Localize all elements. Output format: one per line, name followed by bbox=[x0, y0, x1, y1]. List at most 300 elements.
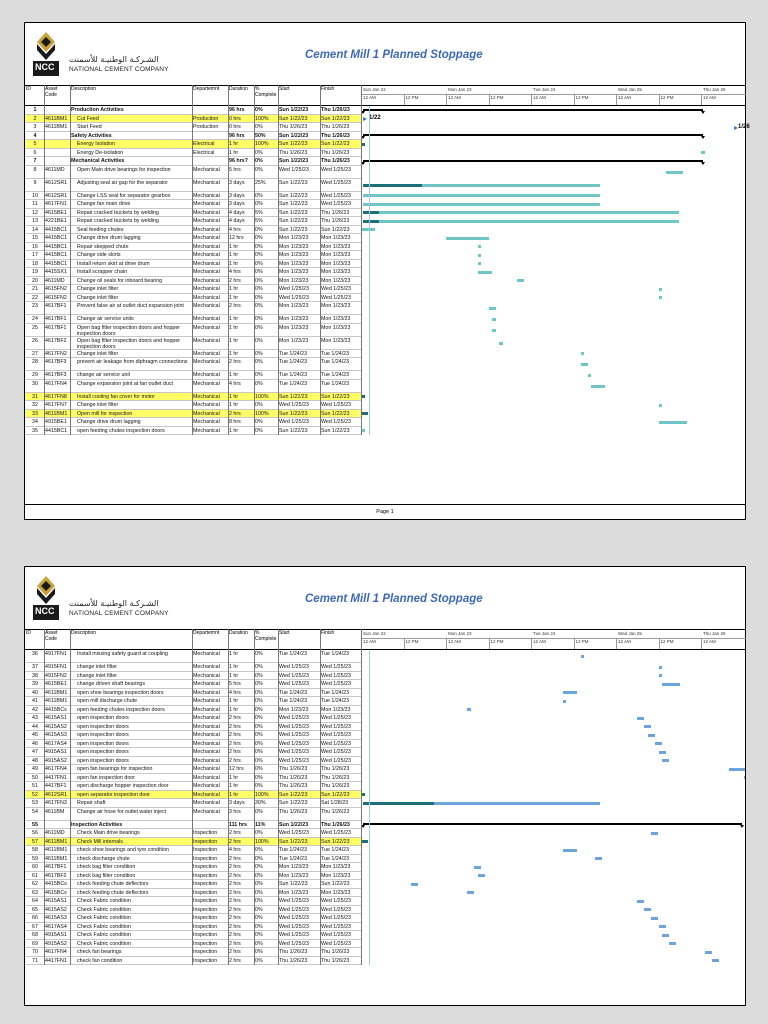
cell-id: 12 bbox=[32, 209, 38, 216]
task-bar[interactable] bbox=[637, 717, 644, 720]
table-row[interactable] bbox=[25, 243, 361, 252]
table-row[interactable] bbox=[25, 931, 361, 940]
timeline-tick bbox=[659, 94, 660, 105]
cell-duration: 0 hrs bbox=[229, 124, 241, 130]
table-row[interactable] bbox=[25, 782, 361, 791]
cell-finish: Thu 1/26/23 bbox=[321, 783, 350, 789]
table-row[interactable] bbox=[25, 251, 361, 260]
cell-duration: 2 hrs bbox=[229, 898, 241, 904]
cell-id: 22 bbox=[32, 294, 38, 301]
cell-description: Check Fabric condition bbox=[77, 898, 131, 904]
cell-description: change air service unit bbox=[77, 372, 130, 378]
table-row[interactable] bbox=[25, 217, 361, 226]
table-row[interactable] bbox=[25, 740, 361, 749]
cell-percent-complete: 30% bbox=[255, 800, 266, 806]
task-bar[interactable] bbox=[361, 840, 368, 843]
table-row[interactable] bbox=[25, 277, 361, 286]
company-name-english: NATIONAL CEMENT COMPANY bbox=[69, 610, 169, 617]
cell-department: Mechanical bbox=[193, 410, 220, 417]
task-bar[interactable] bbox=[492, 318, 496, 321]
table-row[interactable] bbox=[25, 957, 361, 966]
task-bar[interactable] bbox=[662, 934, 669, 937]
task-bar[interactable] bbox=[712, 959, 719, 962]
timeline-tick bbox=[531, 638, 532, 649]
cell-description: check bag filter condition bbox=[77, 872, 136, 879]
cell-description: Start Feed bbox=[77, 124, 102, 130]
table-row[interactable] bbox=[25, 337, 361, 350]
task-bar[interactable] bbox=[517, 279, 524, 282]
cell-finish: Thu 1/26/23 bbox=[321, 158, 350, 164]
table-row[interactable] bbox=[25, 358, 361, 371]
cell-start: Wed 1/25/23 bbox=[279, 932, 309, 938]
table-row[interactable] bbox=[25, 410, 361, 419]
cell-percent-complete: 0% bbox=[255, 372, 263, 378]
timeline-tick bbox=[616, 94, 617, 105]
cell-description: Check Main drive bearings bbox=[77, 830, 140, 836]
table-row[interactable] bbox=[25, 940, 361, 949]
cell-department: Mechanical bbox=[193, 791, 220, 798]
cell-asset: 4415BCs bbox=[45, 881, 67, 887]
cell-start: Tue 1/24/23 bbox=[279, 689, 308, 696]
task-bar[interactable] bbox=[363, 194, 600, 197]
task-bar[interactable] bbox=[659, 925, 666, 928]
cell-department: Mechanical bbox=[193, 689, 220, 696]
cell-id: 44 bbox=[32, 723, 38, 730]
cell-duration: 2 hrs bbox=[229, 277, 241, 284]
task-bar[interactable] bbox=[563, 691, 577, 694]
cell-percent-complete: 100% bbox=[255, 838, 269, 845]
table-row[interactable] bbox=[25, 880, 361, 889]
cell-finish: Thu 1/26/23 bbox=[321, 766, 350, 772]
status-date-line bbox=[369, 650, 370, 965]
cell-percent-complete: 0% bbox=[255, 269, 263, 275]
task-bar[interactable] bbox=[662, 759, 669, 762]
table-row[interactable] bbox=[25, 149, 361, 158]
table-row[interactable] bbox=[25, 157, 361, 166]
cell-department: Mechanical bbox=[193, 672, 220, 679]
table-row[interactable] bbox=[25, 192, 361, 201]
cell-finish: Mon 1/23/23 bbox=[321, 872, 351, 879]
cell-start: Sun 1/22/23 bbox=[279, 791, 308, 798]
cell-department: Mechanical bbox=[193, 427, 220, 434]
cell-finish: Mon 1/23/23 bbox=[321, 243, 351, 250]
cell-id: 40 bbox=[32, 689, 38, 696]
task-progress-fill bbox=[361, 840, 368, 843]
table-row[interactable] bbox=[25, 821, 361, 830]
task-bar[interactable] bbox=[669, 942, 676, 945]
task-bar[interactable] bbox=[648, 734, 655, 737]
table-row[interactable] bbox=[25, 260, 361, 269]
table-row[interactable] bbox=[25, 757, 361, 766]
table-row[interactable] bbox=[25, 799, 361, 808]
col-asset: Asset Code bbox=[45, 630, 58, 642]
task-bar[interactable] bbox=[581, 352, 585, 355]
cell-id: 54 bbox=[32, 808, 38, 815]
timeline-header bbox=[361, 629, 746, 649]
table-row[interactable] bbox=[25, 906, 361, 915]
task-bar[interactable] bbox=[563, 700, 567, 703]
cell-finish: Thu 1/26/23 bbox=[321, 808, 350, 815]
table-row[interactable] bbox=[25, 680, 361, 689]
cell-start: Tue 1/24/23 bbox=[279, 380, 308, 387]
task-bar[interactable] bbox=[659, 421, 687, 424]
timeline-tick-label: 12 PM bbox=[660, 639, 674, 644]
table-row[interactable] bbox=[25, 350, 361, 359]
cell-duration: 3 days bbox=[229, 179, 245, 186]
cell-asset: 4617FN1 bbox=[45, 201, 67, 207]
cell-duration: 2 hrs bbox=[229, 923, 241, 930]
cell-id: 33 bbox=[32, 410, 38, 417]
timeline-tick bbox=[574, 94, 575, 105]
task-bar[interactable] bbox=[499, 342, 503, 345]
table-row[interactable] bbox=[25, 200, 361, 209]
milestone-marker[interactable] bbox=[363, 117, 367, 121]
table-row[interactable] bbox=[25, 723, 361, 732]
task-bar[interactable] bbox=[467, 891, 474, 894]
table-row[interactable] bbox=[25, 106, 361, 115]
table-row[interactable] bbox=[25, 863, 361, 872]
cell-asset: 4615FN2 bbox=[45, 286, 67, 292]
cell-percent-complete: 0% bbox=[255, 419, 263, 425]
table-row[interactable] bbox=[25, 808, 361, 821]
cell-asset: 4915AS1 bbox=[45, 932, 67, 938]
cell-id: 68 bbox=[32, 932, 38, 938]
cell-duration: 2 hrs bbox=[229, 855, 241, 862]
cell-description: Change side skirts bbox=[77, 252, 121, 258]
task-bar[interactable] bbox=[478, 245, 482, 248]
timeline-tick-label: 12 AM bbox=[703, 95, 716, 100]
cell-start: Wed 1/25/23 bbox=[279, 294, 309, 301]
table-row[interactable] bbox=[25, 226, 361, 235]
cell-start: Tue 1/24/23 bbox=[279, 651, 308, 657]
timeline-day-label: Thu Jan 26 bbox=[703, 87, 726, 92]
task-bar[interactable] bbox=[363, 184, 600, 187]
cell-department: Mechanical bbox=[193, 337, 220, 344]
cell-department: Mechanical bbox=[193, 706, 220, 713]
table-row[interactable] bbox=[25, 706, 361, 715]
cell-asset: 4615BCs bbox=[45, 889, 67, 896]
table-row[interactable] bbox=[25, 765, 361, 774]
table-row[interactable] bbox=[25, 650, 361, 663]
task-bar[interactable] bbox=[595, 857, 602, 860]
task-bar[interactable] bbox=[705, 951, 712, 954]
table-row[interactable] bbox=[25, 714, 361, 723]
table-row[interactable] bbox=[25, 418, 361, 427]
task-bar[interactable] bbox=[659, 674, 663, 677]
company-name-english: NATIONAL CEMENT COMPANY bbox=[69, 66, 169, 73]
task-bar[interactable] bbox=[363, 203, 600, 206]
cell-start: Tue 1/24/23 bbox=[279, 855, 308, 862]
cell-duration: 4 hrs bbox=[229, 226, 241, 233]
cell-start: Wed 1/25/23 bbox=[279, 723, 309, 730]
table-row[interactable] bbox=[25, 209, 361, 218]
cell-asset: 4915FN2 bbox=[45, 672, 67, 679]
cell-duration: 3 days bbox=[229, 192, 245, 199]
cell-asset: 4617FN4 bbox=[45, 380, 67, 387]
cell-asset: 4617FN2 bbox=[45, 350, 67, 357]
table-row[interactable] bbox=[25, 427, 361, 436]
cell-department: Mechanical bbox=[193, 380, 220, 387]
task-bar[interactable] bbox=[478, 262, 482, 265]
table-row[interactable] bbox=[25, 294, 361, 303]
cell-duration: 2 hrs bbox=[229, 949, 241, 955]
table-row[interactable] bbox=[25, 914, 361, 923]
cell-description: open feeding chutes inspection doors bbox=[77, 427, 165, 434]
timeline-tick bbox=[659, 638, 660, 649]
timeline-header bbox=[361, 85, 746, 105]
table-row[interactable] bbox=[25, 748, 361, 757]
cell-finish: Mon 1/23/23 bbox=[321, 706, 351, 713]
cell-id: 16 bbox=[32, 243, 38, 250]
cell-id: 15 bbox=[32, 235, 38, 241]
cell-department: Mechanical bbox=[193, 201, 220, 207]
column-divider bbox=[278, 629, 279, 965]
task-bar[interactable] bbox=[644, 725, 651, 728]
timeline-day-label: Mon Jan 23 bbox=[448, 87, 472, 92]
cell-description: Check Mill internals bbox=[77, 838, 123, 845]
task-bar[interactable] bbox=[478, 254, 482, 257]
table-row[interactable] bbox=[25, 948, 361, 957]
task-bar[interactable] bbox=[563, 849, 577, 852]
cell-finish: Tue 1/24/23 bbox=[321, 698, 350, 704]
cell-start: Mon 1/23/23 bbox=[279, 260, 309, 267]
cell-start: Tue 1/24/23 bbox=[279, 698, 308, 704]
task-bar[interactable] bbox=[363, 220, 679, 223]
column-divider bbox=[320, 85, 321, 435]
cell-asset: 4915AS2 bbox=[45, 757, 67, 764]
summary-bar[interactable] bbox=[363, 160, 703, 162]
cell-description: Safety Activities bbox=[71, 132, 112, 139]
cell-start: Mon 1/23/23 bbox=[279, 303, 309, 309]
col-dept: Departemnt bbox=[193, 86, 220, 92]
cell-id: 3 bbox=[33, 124, 37, 130]
task-bar[interactable] bbox=[581, 363, 588, 366]
table-row[interactable] bbox=[25, 166, 361, 179]
task-bar[interactable] bbox=[744, 776, 746, 779]
table-row[interactable] bbox=[25, 401, 361, 410]
task-bar[interactable] bbox=[591, 385, 605, 388]
cell-department: Mechanical bbox=[193, 757, 220, 764]
task-bar[interactable] bbox=[637, 900, 644, 903]
summary-bar[interactable] bbox=[363, 109, 703, 111]
cell-finish: Mon 1/23/23 bbox=[321, 337, 351, 344]
task-bar[interactable] bbox=[361, 412, 368, 415]
table-row[interactable] bbox=[25, 791, 361, 800]
task-bar[interactable] bbox=[659, 751, 666, 754]
table-row[interactable] bbox=[25, 315, 361, 324]
task-bar[interactable] bbox=[363, 802, 600, 805]
cell-start: Sun 1/22/23 bbox=[279, 218, 308, 224]
task-progress-fill bbox=[363, 211, 379, 214]
cell-duration: 2 hrs bbox=[229, 889, 241, 896]
table-row[interactable] bbox=[25, 115, 361, 124]
cell-duration: 1 hr bbox=[229, 324, 239, 331]
table-row[interactable] bbox=[25, 829, 361, 838]
task-bar[interactable] bbox=[655, 742, 662, 745]
cell-asset: 4617BF3 bbox=[45, 359, 67, 365]
cell-department: Inspection bbox=[193, 898, 218, 904]
cell-finish: Wed 1/25/23 bbox=[321, 192, 351, 199]
task-bar[interactable] bbox=[659, 288, 663, 291]
summary-bar[interactable] bbox=[363, 823, 742, 825]
cell-percent-complete: 0% bbox=[255, 402, 263, 408]
cell-department: Mechanical bbox=[193, 723, 220, 730]
task-bar[interactable] bbox=[701, 151, 705, 154]
table-row[interactable] bbox=[25, 324, 361, 337]
table-row[interactable] bbox=[25, 672, 361, 681]
task-bar[interactable] bbox=[581, 655, 585, 658]
task-bar[interactable] bbox=[659, 666, 663, 669]
cell-start: Thu 1/26/23 bbox=[279, 808, 308, 815]
cell-description: Change inlet filter bbox=[77, 294, 119, 301]
cell-percent-complete: 0% bbox=[255, 757, 263, 764]
cell-asset: 4415BC1 bbox=[45, 260, 68, 267]
table-row[interactable] bbox=[25, 179, 361, 192]
cell-id: 35 bbox=[32, 427, 38, 434]
task-bar[interactable] bbox=[588, 374, 592, 377]
cell-duration: 1 hr bbox=[229, 252, 239, 258]
cell-id: 65 bbox=[32, 906, 38, 913]
table-row[interactable] bbox=[25, 140, 361, 149]
table-row[interactable] bbox=[25, 663, 361, 672]
cell-description: open inspection doors bbox=[77, 732, 129, 738]
cell-percent-complete: 0% bbox=[255, 881, 263, 887]
cell-description: Inspection Activities bbox=[71, 821, 123, 828]
task-bar[interactable] bbox=[651, 832, 658, 835]
cell-duration: 1 hr bbox=[229, 294, 239, 301]
cell-percent-complete: 0% bbox=[255, 681, 263, 687]
cell-department: Mechanical bbox=[193, 402, 220, 408]
cell-department: Mechanical bbox=[193, 350, 220, 357]
task-bar[interactable] bbox=[478, 874, 485, 877]
table-row[interactable] bbox=[25, 897, 361, 906]
task-bar[interactable] bbox=[489, 307, 496, 310]
table-row[interactable] bbox=[25, 889, 361, 898]
cell-start: Thu 1/26/23 bbox=[279, 774, 308, 781]
cell-percent-complete: 0% bbox=[255, 260, 263, 267]
cell-finish: Sat 1/28/23 bbox=[321, 800, 349, 806]
page-header bbox=[25, 23, 745, 86]
cell-finish: Wed 1/25/23 bbox=[321, 830, 351, 836]
task-bar[interactable] bbox=[651, 917, 658, 920]
cell-asset: 4611BM1 bbox=[45, 689, 68, 696]
table-row[interactable] bbox=[25, 731, 361, 740]
cell-description: Check Fabric condition bbox=[77, 932, 131, 938]
cell-percent-complete: 0% bbox=[255, 915, 263, 921]
cell-duration: 4 days bbox=[229, 209, 245, 216]
cell-duration: 3 days bbox=[229, 800, 245, 806]
table-row[interactable] bbox=[25, 393, 361, 402]
cell-percent-complete: 0% bbox=[255, 706, 263, 713]
table-row[interactable] bbox=[25, 838, 361, 847]
cell-finish: Mon 1/23/23 bbox=[321, 316, 351, 322]
cell-asset: 4612SR1 bbox=[45, 791, 68, 798]
cell-id: 69 bbox=[32, 940, 38, 947]
table-row[interactable] bbox=[25, 132, 361, 141]
column-divider bbox=[70, 85, 71, 435]
table-row[interactable] bbox=[25, 371, 361, 380]
cell-percent-complete: 5% bbox=[255, 218, 263, 224]
task-bar[interactable] bbox=[411, 883, 418, 886]
cell-description: Change expansion joint at fan outlet duct bbox=[77, 380, 174, 387]
cell-percent-complete: 0% bbox=[255, 664, 263, 670]
table-row[interactable] bbox=[25, 774, 361, 783]
cell-department: Mechanical bbox=[193, 192, 220, 199]
cell-description: Repair skepped chute bbox=[77, 243, 129, 250]
task-bar[interactable] bbox=[659, 404, 663, 407]
cell-duration: 96 hrs bbox=[229, 107, 245, 113]
cell-id: 2 bbox=[33, 115, 37, 122]
cell-duration: 12 hrs bbox=[229, 766, 244, 772]
task-bar[interactable] bbox=[662, 683, 680, 686]
table-row[interactable] bbox=[25, 923, 361, 932]
task-bar[interactable] bbox=[363, 211, 679, 214]
cell-asset: 4615AS1 bbox=[45, 715, 67, 721]
cell-percent-complete: 0% bbox=[255, 107, 263, 113]
cell-percent-complete: 0% bbox=[255, 864, 263, 870]
cell-finish: Wed 1/25/23 bbox=[321, 286, 351, 292]
timeline-tick-label: 12 AM bbox=[363, 639, 376, 644]
cell-finish: Mon 1/23/23 bbox=[321, 260, 351, 267]
cell-percent-complete: 0% bbox=[255, 201, 263, 207]
table-row[interactable] bbox=[25, 846, 361, 855]
cell-id: 20 bbox=[32, 277, 38, 284]
table-row[interactable] bbox=[25, 268, 361, 277]
task-bar[interactable] bbox=[446, 237, 489, 240]
col-id: ID bbox=[26, 630, 31, 636]
cell-description: check bag filter condition bbox=[77, 864, 136, 870]
cell-description: check discharge chute bbox=[77, 855, 130, 862]
cell-start: Thu 1/26/23 bbox=[279, 783, 308, 789]
table-row[interactable] bbox=[25, 302, 361, 315]
cell-asset: 4611BM1 bbox=[45, 124, 68, 130]
cell-finish: Tue 1/24/23 bbox=[321, 855, 350, 862]
task-bar[interactable] bbox=[729, 768, 745, 771]
cell-department: Mechanical bbox=[193, 749, 220, 755]
task-bar[interactable] bbox=[467, 708, 471, 711]
cell-id: 39 bbox=[32, 681, 38, 687]
task-bar[interactable] bbox=[666, 171, 684, 174]
cell-description: Change drive drum lagging bbox=[77, 419, 141, 425]
page-footer: Page 1 bbox=[25, 504, 745, 519]
table-row[interactable] bbox=[25, 380, 361, 393]
milestone-date-label: 1/22 bbox=[369, 115, 381, 122]
table-row[interactable] bbox=[25, 855, 361, 864]
table-row[interactable] bbox=[25, 285, 361, 294]
cell-percent-complete: 0% bbox=[255, 359, 263, 365]
table-row[interactable] bbox=[25, 689, 361, 698]
cell-department: Mechanical bbox=[193, 209, 220, 216]
cell-id: 25 bbox=[32, 324, 38, 331]
cell-asset: 4415BC1 bbox=[45, 226, 68, 233]
table-row[interactable] bbox=[25, 234, 361, 243]
table-row[interactable] bbox=[25, 123, 361, 132]
table-row[interactable] bbox=[25, 872, 361, 881]
cell-start: Wed 1/25/23 bbox=[279, 715, 309, 721]
summary-bar[interactable] bbox=[363, 134, 703, 136]
task-bar[interactable] bbox=[474, 866, 481, 869]
task-bar[interactable] bbox=[478, 271, 492, 274]
task-bar[interactable] bbox=[659, 296, 663, 299]
cell-id: 46 bbox=[32, 740, 38, 747]
task-bar[interactable] bbox=[644, 908, 651, 911]
cell-start: Tue 1/24/23 bbox=[279, 372, 308, 378]
cell-finish: Wed 1/25/23 bbox=[321, 179, 351, 186]
cell-asset: 4617AS4 bbox=[45, 740, 67, 747]
table-row[interactable] bbox=[25, 697, 361, 706]
task-bar[interactable] bbox=[492, 329, 496, 332]
col-finish: Finish bbox=[321, 630, 335, 636]
